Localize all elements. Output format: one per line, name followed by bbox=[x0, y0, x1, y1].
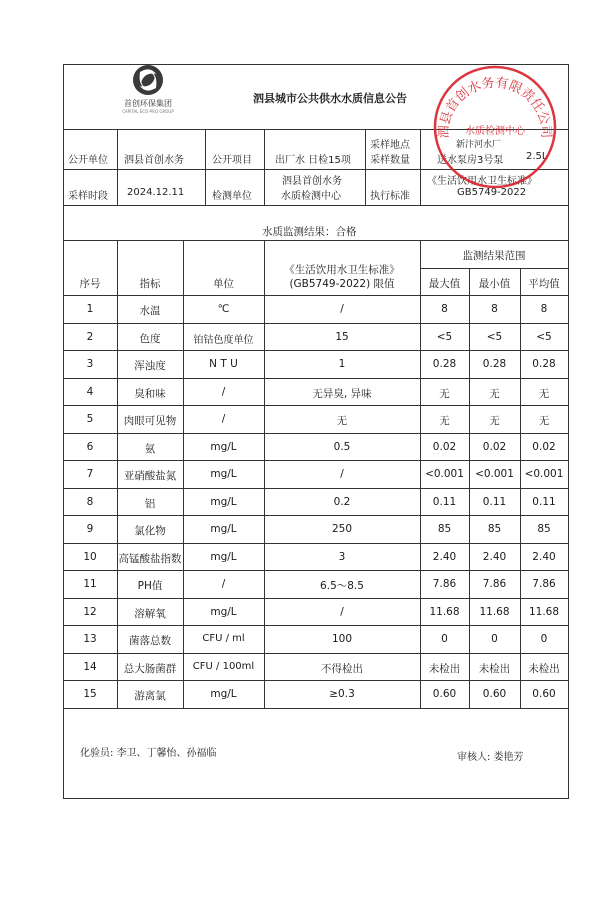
time-label: 采样时段 bbox=[68, 191, 108, 202]
publish-item-label: 公开项目 bbox=[212, 155, 252, 166]
row-no: 14 bbox=[83, 660, 97, 673]
row-item: PH值 bbox=[137, 580, 163, 592]
row-no: 9 bbox=[86, 523, 94, 535]
inspectors: 化验员: 李卫、丁馨怡、孙福临 bbox=[80, 748, 217, 759]
grid-line bbox=[63, 323, 568, 324]
row-max: 0.11 bbox=[432, 495, 457, 508]
standard-label: 执行标准 bbox=[370, 191, 410, 202]
row-avg: 7.86 bbox=[532, 578, 556, 590]
row-max: 8 bbox=[441, 303, 448, 315]
count-label: 采样数量 bbox=[370, 155, 410, 166]
row-max: 0 bbox=[441, 633, 448, 645]
header-range: 监测结果范围 bbox=[462, 250, 526, 262]
row-min: 未检出 bbox=[478, 662, 511, 675]
row-avg: 2.40 bbox=[532, 550, 556, 563]
row-no: 11 bbox=[83, 578, 97, 590]
row-limit: 1 bbox=[338, 358, 346, 370]
grid-line bbox=[365, 129, 366, 206]
row-item: 氨 bbox=[144, 442, 156, 455]
row-min: <0.001 bbox=[475, 468, 514, 480]
row-limit: 0.2 bbox=[333, 495, 351, 508]
row-unit: 铂钴色度单位 bbox=[193, 334, 254, 346]
row-max: 无 bbox=[439, 415, 450, 427]
header-avg: 平均值 bbox=[528, 278, 560, 290]
grid-line bbox=[264, 129, 265, 206]
row-unit: mg/L bbox=[210, 468, 237, 480]
row-unit: ℃ bbox=[217, 303, 230, 315]
row-item: 肉眼可见物 bbox=[123, 415, 177, 427]
row-min: 2.40 bbox=[482, 550, 507, 563]
row-unit: mg/L bbox=[210, 523, 237, 535]
row-limit: 3 bbox=[338, 550, 346, 563]
row-min: 0.11 bbox=[482, 495, 507, 508]
row-limit: 100 bbox=[331, 633, 353, 645]
row-unit: CFU / ml bbox=[202, 633, 245, 644]
header-max: 最大值 bbox=[428, 278, 461, 290]
header-min: 最小值 bbox=[478, 278, 511, 290]
row-unit: / bbox=[221, 578, 226, 590]
company-seal bbox=[430, 62, 560, 192]
row-avg: <5 bbox=[536, 330, 552, 343]
row-unit: mg/L bbox=[210, 495, 237, 508]
row-avg: 无 bbox=[538, 415, 550, 427]
row-min: 0.28 bbox=[482, 358, 507, 370]
row-avg: 未检出 bbox=[528, 662, 560, 675]
row-min: 0 bbox=[491, 633, 498, 645]
row-item: 水温 bbox=[139, 305, 161, 317]
row-avg: 11.68 bbox=[528, 605, 560, 618]
header-item: 指标 bbox=[139, 278, 161, 290]
test-unit-value-2: 水质检测中心 bbox=[281, 191, 341, 202]
grid-line bbox=[63, 405, 568, 406]
grid-line bbox=[63, 240, 568, 241]
row-unit: mg/L bbox=[210, 605, 237, 618]
grid-line bbox=[63, 295, 568, 296]
grid-line bbox=[420, 268, 568, 269]
row-min: 0.02 bbox=[482, 440, 507, 453]
row-max: 2.40 bbox=[432, 550, 457, 563]
grid-line bbox=[63, 625, 568, 626]
time-value: 2024.12.11 bbox=[127, 187, 185, 198]
row-item: 臭和味 bbox=[134, 387, 166, 400]
grid-line bbox=[420, 129, 421, 206]
standard-value-2: GB5749-2022 bbox=[457, 187, 527, 198]
grid-line bbox=[63, 543, 568, 544]
row-no: 1 bbox=[86, 303, 94, 315]
row-min: 无 bbox=[489, 415, 500, 427]
row-item: 高锰酸盐指数 bbox=[118, 552, 182, 565]
row-avg: 无 bbox=[538, 387, 550, 400]
seal-text: 泗县首创水务有限责任公司 bbox=[436, 75, 554, 139]
row-no: 13 bbox=[83, 633, 97, 645]
row-limit: ≥0.3 bbox=[329, 688, 355, 700]
row-min: 无 bbox=[489, 387, 500, 400]
seal-center-text: 水质检测中心 bbox=[465, 126, 525, 137]
row-unit: CFU / 100ml bbox=[192, 660, 255, 672]
row-no: 5 bbox=[86, 413, 94, 425]
reviewer: 审核人: 娄艳芳 bbox=[457, 752, 524, 763]
row-limit: / bbox=[340, 303, 344, 315]
publish-unit-value: 泗县首创水务 bbox=[124, 155, 184, 166]
row-item: 亚硝酸盐氮 bbox=[123, 470, 177, 482]
test-unit-value-1: 泗县首创水务 bbox=[282, 176, 342, 187]
row-limit: 250 bbox=[331, 523, 353, 535]
row-avg: 0 bbox=[540, 633, 548, 645]
header-limit-1: 《生活饮用水卫生标准》 bbox=[284, 264, 400, 276]
row-limit: 6.5～8.5 bbox=[320, 580, 364, 592]
row-max: 0.02 bbox=[432, 440, 457, 453]
row-max: <0.001 bbox=[425, 468, 464, 480]
row-unit: N T U bbox=[209, 358, 238, 370]
grid-line bbox=[63, 708, 568, 709]
row-max: 0.60 bbox=[432, 688, 457, 700]
grid-line bbox=[63, 488, 568, 489]
grid-line bbox=[63, 680, 568, 681]
grid-line bbox=[63, 570, 568, 571]
row-max: 7.86 bbox=[432, 578, 457, 590]
row-limit: 15 bbox=[335, 330, 349, 343]
row-max: <5 bbox=[436, 330, 453, 343]
row-avg: <0.001 bbox=[524, 468, 564, 480]
row-item: 浑浊度 bbox=[134, 360, 166, 372]
row-no: 12 bbox=[83, 605, 97, 618]
grid-line bbox=[63, 653, 568, 654]
grid-line bbox=[63, 378, 568, 379]
row-min: <5 bbox=[486, 330, 503, 343]
row-min: 7.86 bbox=[482, 578, 507, 590]
row-unit: / bbox=[221, 385, 226, 398]
row-limit: 无异臭, 异味 bbox=[312, 387, 372, 400]
row-avg: 0.11 bbox=[532, 495, 556, 508]
row-min: 11.68 bbox=[479, 605, 510, 618]
grid-line bbox=[63, 515, 568, 516]
row-min: 85 bbox=[487, 523, 502, 535]
row-max: 11.68 bbox=[429, 605, 460, 618]
row-limit: 不得检出 bbox=[321, 662, 363, 675]
row-max: 85 bbox=[437, 523, 452, 535]
page-title: 泗县城市公共供水水质信息公告 bbox=[253, 92, 407, 105]
row-no: 15 bbox=[83, 688, 97, 700]
header-unit: 单位 bbox=[213, 278, 234, 290]
row-no: 3 bbox=[86, 358, 94, 370]
row-item: 总大肠菌群 bbox=[123, 662, 177, 675]
row-unit: mg/L bbox=[210, 688, 237, 700]
row-limit: / bbox=[340, 468, 344, 480]
row-min: 8 bbox=[491, 303, 498, 315]
row-no: 4 bbox=[86, 385, 94, 398]
row-max: 0.28 bbox=[432, 358, 457, 370]
site-label: 采样地点 bbox=[370, 140, 410, 151]
row-limit: / bbox=[340, 605, 344, 618]
row-unit: / bbox=[221, 413, 226, 425]
result-line: 水质监测结果：合格 bbox=[262, 226, 357, 238]
grid-line bbox=[63, 460, 568, 461]
row-min: 0.60 bbox=[482, 688, 507, 700]
test-unit-label: 检测单位 bbox=[212, 191, 252, 202]
site-value: 新汴河水厂 bbox=[456, 140, 502, 150]
row-avg: 0.60 bbox=[532, 688, 556, 700]
row-limit: 0.5 bbox=[333, 440, 351, 453]
logo-text: 首创环保集团 bbox=[124, 99, 172, 108]
header-limit-2: (GB5749-2022) 限值 bbox=[289, 278, 395, 290]
row-no: 8 bbox=[86, 495, 94, 508]
row-unit: mg/L bbox=[210, 550, 237, 563]
row-unit: mg/L bbox=[210, 440, 237, 453]
grid-line bbox=[205, 129, 206, 206]
row-avg: 0.02 bbox=[532, 440, 556, 453]
row-limit: 无 bbox=[336, 415, 348, 427]
row-item: 铝 bbox=[144, 497, 156, 510]
row-max: 无 bbox=[439, 387, 450, 400]
row-avg: 8 bbox=[540, 303, 548, 315]
row-max: 未检出 bbox=[428, 662, 461, 675]
row-avg: 0.28 bbox=[532, 358, 556, 370]
row-item: 游离氯 bbox=[134, 690, 166, 702]
row-no: 6 bbox=[86, 440, 94, 453]
header-no: 序号 bbox=[79, 278, 101, 290]
grid-line bbox=[63, 433, 568, 434]
logo-subtext: CAPITAL ECO-PRO GROUP bbox=[122, 109, 174, 114]
row-avg: 85 bbox=[537, 523, 551, 535]
row-no: 2 bbox=[86, 330, 94, 343]
row-item: 色度 bbox=[139, 332, 161, 345]
grid-line bbox=[117, 129, 118, 206]
row-item: 菌落总数 bbox=[129, 635, 171, 647]
grid-line bbox=[63, 598, 568, 599]
grid-line bbox=[63, 205, 568, 206]
publish-unit-label: 公开单位 bbox=[68, 155, 108, 166]
standard-value-1: 《生活饮用水卫生标准》 bbox=[427, 176, 537, 187]
publish-item-value: 出厂水 日检15项 bbox=[275, 155, 351, 166]
row-no: 10 bbox=[83, 550, 97, 563]
count-value: 2.5L bbox=[526, 151, 548, 162]
row-item: 氯化物 bbox=[134, 525, 166, 537]
row-no: 7 bbox=[86, 468, 94, 480]
grid-line bbox=[63, 350, 568, 351]
row-item: 溶解氧 bbox=[134, 607, 166, 620]
site-value-2: 送水泵房3号泵 bbox=[437, 155, 504, 166]
